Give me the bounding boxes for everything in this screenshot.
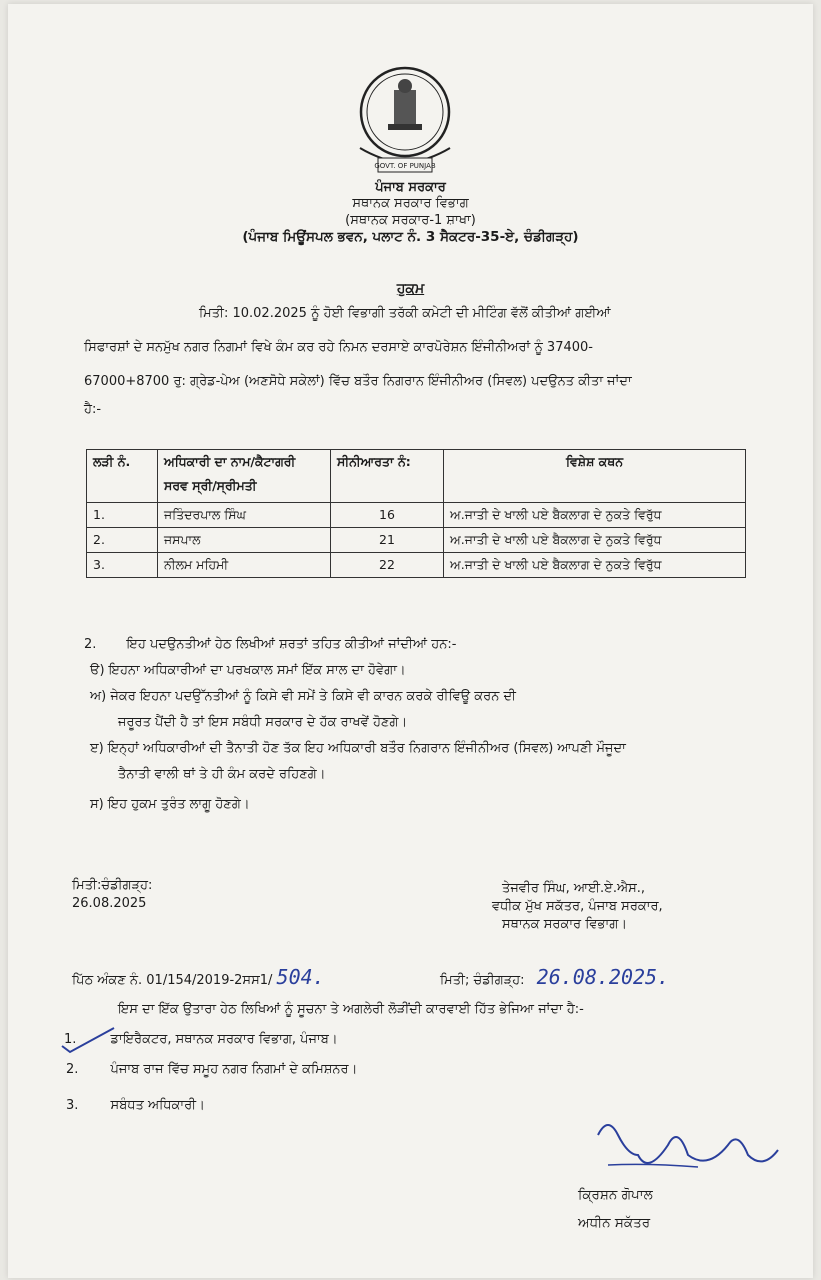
endorsement-date [440, 965, 669, 989]
cell-name: ਜਸਪਾਲ [158, 528, 331, 553]
col-name-line-2: ਸਰਵ ਸ੍ਰੀ/ਸ੍ਰੀਮਤੀ [164, 478, 257, 493]
table-header-row [87, 450, 746, 503]
cell-remark: ਅ.ਜਾਤੀ ਦੇ ਖਾਲੀ ਪਏ ਬੈਕਲਾਗ ਦੇ ਨੁਕਤੇ ਵਿਰੁੱਧ [444, 553, 746, 578]
cell-seniority: 21 [331, 528, 444, 553]
list-item-text: ਡਾਇਰੈਕਟਰ, ਸਥਾਨਕ ਸਰਕਾਰ ਵਿਭਾਗ, ਪੰਜਾਬ। [110, 1032, 338, 1047]
endorsement-date-handwritten: 26.08.2025. [536, 965, 670, 989]
list-item-number: 3. [66, 1098, 79, 1113]
endorsement-date-label: ਮਿਤੀ; ਚੰਡੀਗੜ੍ਹ: [440, 973, 525, 988]
seal-caption: GOVT. OF PUNJAB [374, 162, 436, 170]
signatory-1-name: ਤੇਜਵੀਰ ਸਿੰਘ, ਆਈ.ਏ.ਐਸ., [502, 881, 646, 896]
table-row [87, 553, 746, 578]
header-line-2: ਸਥਾਨਕ ਸਰਕਾਰ ਵਿਭਾਗ [352, 196, 469, 211]
signatory-block-2 [578, 1186, 653, 1232]
endorsement-ref [72, 965, 325, 989]
endorsement-ref-handwritten: 504. [276, 965, 325, 989]
condition-d: ਸ) ਇਹ ਹੁਕਮ ਤੁਰੰਤ ਲਾਗੂ ਹੋਣਗੇ। [90, 797, 250, 812]
cell-serial: 3. [87, 553, 158, 578]
cell-remark: ਅ.ਜਾਤੀ ਦੇ ਖਾਲੀ ਪਏ ਬੈਕਲਾਗ ਦੇ ਨੁਕਤੇ ਵਿਰੁੱਧ [444, 528, 746, 553]
promotion-table [86, 449, 746, 578]
signatory-2-name: ਕ੍ਰਿਸ਼ਨ ਗੋਪਾਲ [578, 1187, 653, 1203]
place-label: ਮਿਤੀ:ਚੰਡੀਗੜ੍ਹ: [72, 878, 153, 893]
cell-serial: 1. [87, 503, 158, 528]
issue-date: 26.08.2025 [72, 896, 147, 911]
condition-b-line-1: ਅ) ਜੇਕਰ ਇਹਨਾ ਪਦਉੱਨਤੀਆਂ ਨੂੰ ਕਿਸੇ ਵੀ ਸਮੇਂ ਤੇ ਕਿਸੇ ਵੀ ਕਾਰਨ ਕਰਕੇ ਰੀਵਿਊ ਕਰਨ ਦੀ [90, 689, 516, 704]
handwritten-signature [588, 1115, 788, 1185]
intro-line-2: ਸਿਫਾਰਸ਼ਾਂ ਦੇ ਸਨਮੁੱਖ ਨਗਰ ਨਿਗਮਾਂ ਵਿਖੇ ਕੰਮ ਕਰ ਰਹੇ ਨਿਮਨ ਦਰਸਾਏ ਕਾਰਪੋਰੇਸ਼ਨ ਇੰਜੀਨੀਅਰਾਂ ਨੂੰ 37400- [84, 340, 593, 355]
col-name [158, 450, 331, 503]
col-seniority: ਸੀਨੀਆਰਤਾ ਨੰ: [331, 450, 444, 503]
condition-c-line-2: ਤੈਨਾਤੀ ਵਾਲੀ ਥਾਂ ਤੇ ਹੀ ਕੰਮ ਕਰਦੇ ਰਹਿਣਗੇ। [118, 767, 326, 782]
signatory-1-dept: ਸਥਾਨਕ ਸਰਕਾਰ ਵਿਭਾਗ। [502, 917, 628, 932]
condition-c-line-1: ੲ) ਇਨ੍ਹਾਂ ਅਧਿਕਾਰੀਆਂ ਦੀ ਤੈਨਾਤੀ ਹੋਣ ਤੱਕ ਇਹ ਅਧਿਕਾਰੀ ਬਤੌਰ ਨਿਗਰਾਨ ਇੰਜੀਨੀਅਰ (ਸਿਵਲ) ਆਪਣੀ ਮੌਜੂਦਾ [90, 741, 626, 756]
header-address: (ਪੰਜਾਬ ਮਿਊਂਸਪਲ ਭਵਨ, ਪਲਾਟ ਨੰ. 3 ਸੈਕਟਰ-35-ਏ, ਚੰਡੀਗੜ੍ਹ) [242, 229, 579, 245]
place-date-block [72, 877, 152, 913]
table-row [87, 528, 746, 553]
header-line-3: (ਸਥਾਨਕ ਸਰਕਾਰ-1 ਸ਼ਾਖਾ) [345, 213, 476, 228]
signatory-1-title: ਵਧੀਕ ਮੁੱਖ ਸਕੱਤਰ, ਪੰਜਾਬ ਸਰਕਾਰ, [492, 899, 663, 914]
order-title: ਹੁਕਮ [396, 281, 425, 297]
table-row [87, 503, 746, 528]
intro-line-1: ਮਿਤੀ: 10.02.2025 ਨੂੰ ਹੋਈ ਵਿਭਾਗੀ ਤਰੱਕੀ ਕਮੇਟੀ ਦੀ ਮੀਟਿੰਗ ਵੱਲੋਂ ਕੀਤੀਆਂ ਗਈਆਂ [199, 306, 611, 321]
endorsement-intro: ਇਸ ਦਾ ਇੱਕ ਉਤਾਰਾ ਹੇਠ ਲਿਖਿਆਂ ਨੂੰ ਸੂਚਨਾ ਤੇ ਅਗਲੇਰੀ ਲੋੜੀਂਦੀ ਕਾਰਵਾਈ ਹਿੱਤ ਭੇਜਿਆ ਜਾਂਦਾ ਹੈ:- [118, 1002, 584, 1017]
government-seal [350, 60, 460, 180]
intro-paragraph [84, 300, 744, 424]
conditions-number: 2. [84, 637, 97, 652]
cell-name: ਨੀਲਮ ਮਹਿਮੀ [158, 553, 331, 578]
cell-remark: ਅ.ਜਾਤੀ ਦੇ ਖਾਲੀ ਪਏ ਬੈਕਲਾਗ ਦੇ ਨੁਕਤੇ ਵਿਰੁੱਧ [444, 503, 746, 528]
cell-seniority: 16 [331, 503, 444, 528]
col-name-line-1: ਅਧਿਕਾਰੀ ਦਾ ਨਾਮ/ਕੈਟਾਗਰੀ [164, 454, 296, 469]
signatory-2-title: ਅਧੀਨ ਸਕੱਤਰ [578, 1215, 651, 1231]
list-item [66, 1098, 205, 1113]
list-item-text: ਸਬੰਧਤ ਅਧਿਕਾਰੀ। [110, 1098, 205, 1113]
cell-seniority: 22 [331, 553, 444, 578]
intro-line-3: 67000+8700 ਰੁ: ਗ੍ਰੇਡ-ਪੇਅ (ਅਣਸੋਧੇ ਸਕੇਲਾਂ) ਵਿੱਚ ਬਤੌਰ ਨਿਗਰਾਨ ਇੰਜੀਨੀਅਰ (ਸਿਵਲ) ਪਦਉਨਤ ਕੀਤਾ ਜਾਂਦਾ [84, 374, 632, 389]
cell-name: ਜਤਿੰਦਰਪਾਲ ਸਿੰਘ [158, 503, 331, 528]
list-item-number: 1. [64, 1032, 77, 1047]
col-remarks: ਵਿਸ਼ੇਸ਼ ਕਥਨ [444, 450, 746, 503]
conditions-intro-text: ਇਹ ਪਦਉਨਤੀਆਂ ਹੇਠ ਲਿਖੀਆਂ ਸ਼ਰਤਾਂ ਤਹਿਤ ਕੀਤੀਆਂ ਜਾਂਦੀਆਂ ਹਨ:- [126, 637, 457, 652]
condition-b-line-2: ਜਰੂਰਤ ਪੈਂਦੀ ਹੈ ਤਾਂ ਇਸ ਸਬੰਧੀ ਸਰਕਾਰ ਦੇ ਹੱਕ ਰਾਖਵੇਂ ਹੋਣਗੇ। [118, 715, 408, 730]
list-item-text: ਪੰਜਾਬ ਰਾਜ ਵਿੱਚ ਸਮੂਹ ਨਗਰ ਨਿਗਮਾਂ ਦੇ ਕਮਿਸ਼ਨਰ। [110, 1062, 358, 1077]
header-line-1: ਪੰਜਾਬ ਸਰਕਾਰ [375, 180, 446, 195]
list-item [64, 1032, 338, 1047]
list-item-number: 2. [66, 1062, 79, 1077]
list-item [66, 1062, 357, 1077]
cell-serial: 2. [87, 528, 158, 553]
intro-line-4: ਹੈ:- [84, 402, 102, 417]
signatory-block-1 [492, 880, 663, 934]
endorsement-ref-label: ਪਿੱਠ ਅੰਕਣ ਨੰ. 01/154/2019-2ਸਸ1/ [72, 973, 273, 988]
conditions-intro [84, 637, 774, 652]
condition-a: ੳ) ਇਹਨਾ ਅਧਿਕਾਰੀਆਂ ਦਾ ਪਰਖਕਾਲ ਸਮਾਂ ਇੱਕ ਸਾਲ ਦਾ ਹੋਵੇਗਾ। [90, 663, 406, 678]
col-serial: ਲੜੀ ਨੰ. [87, 450, 158, 503]
